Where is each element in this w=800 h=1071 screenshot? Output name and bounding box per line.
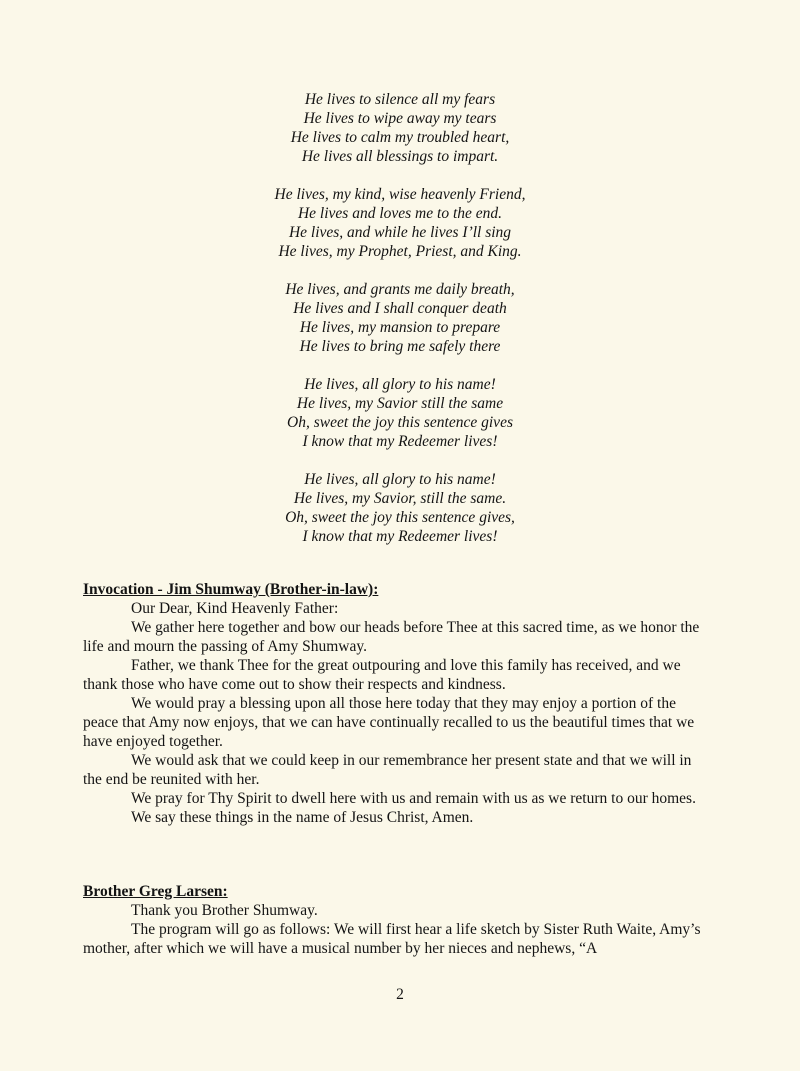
poem-line: He lives and loves me to the end. <box>297 205 503 222</box>
invocation-paragraph: We pray for Thy Spirit to dwell here with us and remain with us as we return to our homes. <box>131 790 696 807</box>
poem-line: He lives, my kind, wise heavenly Friend, <box>274 186 526 203</box>
poem-line: I know that my Redeemer lives! <box>302 528 498 545</box>
poem-stanza <box>0 375 800 451</box>
poem-line: He lives, all glory to his name! <box>304 376 496 393</box>
poem-line: He lives and I shall conquer death <box>293 300 507 317</box>
poem-stanza <box>0 280 800 356</box>
larsen-paragraph: The program will go as follows: We will first hear a life sketch by Sister Ruth Waite, Amy’s mother, after which we will have a musical number by her nieces and nephews, “A <box>83 921 701 957</box>
poem-line: He lives, and while he lives I’ll sing <box>288 224 512 241</box>
invocation-paragraph: Father, we thank Thee for the great outpouring and love this family has received, and we thank those who have come out to show their respects and kindness. <box>83 657 681 693</box>
poem-line: He lives all blessings to impart. <box>301 148 499 165</box>
hymn-poem <box>0 90 800 565</box>
invocation-heading: Invocation - Jim Shumway (Brother-in-law): <box>83 581 379 598</box>
invocation-paragraph: We would pray a blessing upon all those here today that they may enjoy a portion of the peace that Amy now enjoys, that we can have continually recalled to us the beautiful times that we have enjoyed together. <box>83 695 695 750</box>
poem-stanza <box>0 90 800 166</box>
poem-line: He lives, and grants me daily breath, <box>285 281 515 298</box>
poem-line: Oh, sweet the joy this sentence gives, <box>285 509 515 526</box>
poem-line: He lives, all glory to his name! <box>304 471 496 488</box>
poem-stanza <box>0 470 800 546</box>
invocation-paragraph: We gather here together and bow our heads before Thee at this sacred time, as we honor the life and mourn the passing of Amy Shumway. <box>83 619 700 655</box>
invocation-paragraph: We say these things in the name of Jesus Christ, Amen. <box>131 809 474 826</box>
poem-line: I know that my Redeemer lives! <box>302 433 498 450</box>
larsen-heading: Brother Greg Larsen: <box>83 883 228 900</box>
page-number: 2 <box>396 986 404 1003</box>
poem-line: He lives to wipe away my tears <box>303 110 497 127</box>
poem-stanza <box>0 185 800 261</box>
poem-line: He lives, my Savior, still the same. <box>293 490 507 507</box>
poem-line: He lives, my Prophet, Priest, and King. <box>278 243 522 260</box>
poem-line: Oh, sweet the joy this sentence gives <box>287 414 513 431</box>
invocation-paragraph: Our Dear, Kind Heavenly Father: <box>131 600 339 617</box>
poem-line: He lives to silence all my fears <box>304 91 496 108</box>
poem-line: He lives to calm my troubled heart, <box>290 129 510 146</box>
larsen-section <box>83 882 713 958</box>
invocation-section <box>83 580 713 827</box>
poem-line: He lives, my Savior still the same <box>296 395 504 412</box>
poem-line: He lives to bring me safely there <box>299 338 501 355</box>
invocation-paragraph: We would ask that we could keep in our remembrance her present state and that we will in the end be reunited with her. <box>83 752 692 788</box>
larsen-paragraph: Thank you Brother Shumway. <box>131 902 318 919</box>
poem-line: He lives, my mansion to prepare <box>299 319 501 336</box>
